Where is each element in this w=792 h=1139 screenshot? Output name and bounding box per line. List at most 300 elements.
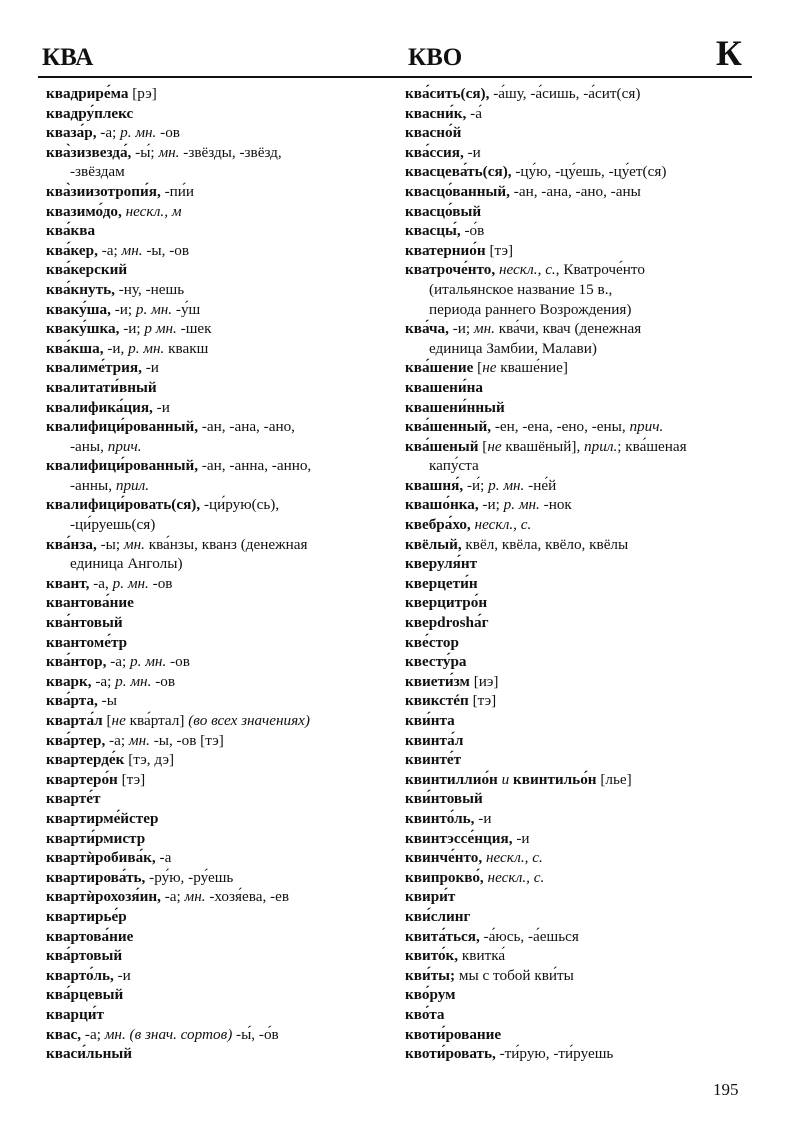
entry-line (405, 750, 755, 770)
dictionary-entry (46, 358, 398, 378)
headword: кваку́шка, (46, 320, 120, 338)
entry-line (46, 946, 398, 966)
headword: ква́ртовый (46, 947, 123, 965)
dictionary-entry (405, 476, 755, 496)
dictionary-entry (46, 84, 398, 104)
entry-text: -не́й (524, 476, 557, 494)
grammar-label: мн. (158, 143, 180, 161)
dictionary-entry (405, 123, 755, 143)
entry-line (46, 1044, 398, 1064)
entry-line (46, 378, 398, 398)
headword: квита́ться, (405, 927, 480, 945)
entry-text: -а; (105, 731, 129, 749)
entry-text: ква́ртал] (125, 712, 189, 729)
headword: ква́керский (46, 261, 128, 279)
headword: квёлый, (405, 535, 462, 553)
headword: кви́нтовый (405, 790, 483, 808)
dictionary-entry (46, 633, 398, 653)
dictionary-entry (46, 789, 398, 809)
entry-line (46, 868, 398, 888)
headword: ква́кнуть, (46, 280, 115, 298)
left-column (46, 84, 398, 1064)
entry-text: ква́чи, квач (денежная (494, 320, 642, 338)
headword: квалифици́рованный, (46, 457, 199, 475)
headword: квинтэссе́нция, (405, 829, 513, 847)
entry-text: -ы, -ов [тэ] (149, 731, 224, 749)
entry-line (405, 633, 755, 653)
grammar-label: нескл., м (125, 202, 182, 220)
headword: кви́ты; (405, 966, 456, 984)
entry-continuation-line (46, 437, 398, 457)
headword: квинче́нто, (405, 849, 483, 867)
headword: квант, (46, 574, 90, 592)
entry-text: ; ква́шеная (617, 437, 687, 455)
entry-line (46, 202, 398, 222)
entry-text: -а; (91, 672, 116, 690)
headword: кви́слинг (405, 907, 471, 925)
headword: квас, (46, 1025, 82, 1043)
headword: квадру́плекс (46, 104, 134, 122)
dictionary-entry (405, 398, 755, 418)
headword: кверцитро́н (405, 594, 488, 612)
entry-text: -ы, -ов (142, 241, 190, 259)
dictionary-entry (405, 319, 755, 358)
headword: квебра́хо, (405, 516, 471, 534)
entry-continuation-line (46, 515, 398, 535)
entry-line (405, 476, 755, 496)
entry-line (405, 221, 755, 241)
entry-line (46, 319, 398, 339)
entry-line (405, 260, 755, 280)
entry-line (405, 789, 755, 809)
entry-line (405, 848, 755, 868)
headword: квасцо́ванный, (405, 182, 510, 200)
grammar-label: прил. (115, 476, 150, 494)
entry-line (405, 829, 755, 849)
dictionary-entry (405, 966, 755, 986)
entry-line (46, 1025, 398, 1045)
entry-text: -а́шу, -а́сишь, -а́сит(ся) (489, 85, 641, 102)
grammar-label: не (482, 359, 497, 377)
entry-text: -аны, (70, 437, 108, 455)
left-guide-word: КВА (42, 44, 94, 71)
entry-text: -и (141, 359, 159, 377)
entry-text: -ан, -анна, -анно, (198, 457, 312, 475)
headword: квикстéп (405, 692, 469, 710)
dictionary-entry (405, 495, 755, 515)
page-number: 195 (713, 1080, 739, 1099)
headword: ква́нтовый (46, 614, 123, 632)
entry-text: -ы́, -о́в (232, 1025, 279, 1043)
entry-text: -анны, (70, 476, 116, 494)
entry-text: [иэ] (469, 672, 499, 690)
headword: квалиме́трия, (46, 359, 142, 377)
grammar-label: прил. (584, 437, 618, 455)
dictionary-entry (405, 417, 755, 437)
entry-text: кваше́ние] (496, 359, 568, 377)
grammar-label: нескл., с. (485, 849, 543, 867)
dictionary-entry (46, 535, 398, 574)
entry-text: единица Замбии, Малави) (429, 339, 597, 357)
entry-text: -звёздам (70, 163, 125, 181)
headword: квантова́ние (46, 594, 134, 612)
headword: квартирме́йстер (46, 809, 159, 827)
headword: ква́ква (46, 222, 96, 240)
headword: ква́нза, (46, 535, 97, 553)
dictionary-entry (46, 182, 398, 202)
dictionary-entry (405, 691, 755, 711)
entry-line (405, 398, 755, 418)
entry-text: -ы́; (131, 143, 159, 161)
entry-text: -и (113, 966, 131, 984)
headword: квадрире́ма (46, 85, 129, 102)
entry-line (46, 652, 398, 672)
entry-line (46, 84, 398, 104)
headword: кватроче́нто, (405, 261, 496, 279)
entry-line (46, 848, 398, 868)
entry-text: -ы; (96, 535, 124, 553)
entry-continuation-line (405, 456, 755, 476)
entry-text: -пи́и (160, 182, 195, 200)
headword: квазимо́до, (46, 202, 122, 220)
entry-text: -о́в (460, 222, 485, 240)
dictionary-entry (46, 907, 398, 927)
entry-text: периода раннего Возрождения) (429, 300, 632, 318)
headword: ква́нтор, (46, 653, 107, 671)
headword: квартѝробива́к, (46, 849, 156, 867)
dictionary-entry (46, 868, 398, 888)
entry-line (46, 809, 398, 829)
entry-text: [тэ] (485, 241, 514, 259)
entry-line (405, 946, 755, 966)
entry-text: [тэ] (468, 692, 497, 710)
dictionary-entry (405, 143, 755, 163)
entry-text: -ы (97, 692, 117, 710)
entry-line (405, 691, 755, 711)
headword: кварто́ль, (46, 966, 114, 984)
entry-line (46, 672, 398, 692)
headword: ква̀зизвезда́, (46, 143, 132, 161)
grammar-label: мн. (121, 241, 143, 259)
dictionary-entry (405, 633, 755, 653)
grammar-label: нескл., с. (498, 261, 556, 279)
dictionary-entry (46, 241, 398, 261)
headword: квартеро́н (46, 770, 118, 788)
entry-line (46, 1005, 398, 1025)
entry-line (46, 927, 398, 947)
dictionary-entry (405, 104, 755, 124)
entry-continuation-line (405, 280, 755, 300)
dictionary-entry (46, 378, 398, 398)
dictionary-entry (405, 672, 755, 692)
grammar-label: не (487, 437, 502, 455)
headword: ква́ртер, (46, 731, 106, 749)
dictionary-entry (46, 123, 398, 143)
entry-text: -а́юсь, -а́ешься (479, 927, 579, 945)
headword: квинтильо́н (513, 770, 597, 788)
headword: ква́сить(ся), (405, 85, 490, 102)
headword: квасцо́вый (405, 202, 482, 220)
entry-line (46, 613, 398, 633)
dictionary-entry (46, 848, 398, 868)
entry-line (405, 1005, 755, 1025)
dictionary-entry (405, 162, 755, 182)
dictionary-entry (405, 1025, 755, 1045)
entry-text: -ан, -ана, -ано, (198, 418, 295, 436)
entry-line (46, 829, 398, 849)
entry-text: -а́ (466, 104, 482, 122)
headword: квашо́нка, (405, 496, 479, 514)
grammar-label: р мн. (144, 320, 177, 338)
entry-line (46, 593, 398, 613)
entry-line (46, 417, 398, 437)
entry-line (46, 398, 398, 418)
entry-line (46, 574, 398, 594)
entry-text: -и; (119, 320, 145, 338)
headword: квантоме́тр (46, 633, 128, 651)
dictionary-entry (46, 750, 398, 770)
entry-line (46, 182, 398, 202)
headword: квашня́, (405, 476, 464, 494)
entry-line (405, 1044, 755, 1064)
headword: ква́шенный, (405, 418, 492, 436)
headword: ква́кер, (46, 241, 98, 259)
entry-text: -у́ш (172, 300, 201, 318)
grammar-label: прич. (107, 437, 142, 455)
grammar-label: р. мн. (488, 476, 525, 494)
page-header (38, 33, 752, 78)
dictionary-entry (405, 1044, 755, 1064)
grammar-label: (в знач. сортов) (129, 1025, 233, 1043)
dictionary-entry (405, 358, 755, 378)
entry-line (405, 437, 755, 457)
right-column (405, 84, 755, 1064)
headword: квасцева́ть(ся), (405, 163, 512, 181)
dictionary-entry (46, 711, 398, 731)
entry-line (405, 809, 755, 829)
dictionary-entry (405, 907, 755, 927)
entry-line (46, 887, 398, 907)
dictionary-entry (46, 613, 398, 633)
headword: квасно́й (405, 124, 462, 142)
entry-line (405, 927, 755, 947)
dictionary-entry (46, 593, 398, 613)
headword: квиети́зм (405, 672, 470, 690)
entry-text: -а, (89, 574, 113, 592)
dictionary-entry (405, 535, 755, 555)
entry-line (46, 123, 398, 143)
grammar-label: и (501, 770, 510, 788)
dictionary-entry (46, 495, 398, 534)
headword: квашени́нный (405, 398, 505, 416)
entry-line (405, 202, 755, 222)
entry-continuation-line (46, 554, 398, 574)
grammar-label: нескл., с. (487, 868, 545, 886)
headword: квасни́к, (405, 104, 467, 122)
headword: квоти́рование (405, 1025, 502, 1043)
dictionary-entry (405, 182, 755, 202)
section-letter: К (715, 33, 742, 73)
headword: кварти́рмистр (46, 829, 146, 847)
entry-line (405, 652, 755, 672)
entry-line (405, 241, 755, 261)
entry-line (46, 985, 398, 1005)
entry-text: -ен, -ена, -ено, -ены, (491, 418, 630, 436)
headword: кверуля́нт (405, 555, 478, 573)
entry-text: -и (152, 398, 170, 416)
grammar-label: р. мн. (128, 339, 165, 357)
dictionary-entry (405, 829, 755, 849)
headword: квартѝрохозя́ин, (46, 888, 161, 906)
headword: квалитати́вный (46, 378, 157, 396)
entry-text: [ (102, 712, 112, 729)
entry-line (405, 711, 755, 731)
entry-text: -звёзды, -звёзд, (179, 143, 282, 161)
entry-line (405, 1025, 755, 1045)
entry-line (46, 456, 398, 476)
entry-text: [тэ] (117, 770, 146, 788)
entry-line (405, 907, 755, 927)
entry-text: -ов (148, 574, 173, 592)
entry-text: -ов (166, 653, 190, 671)
grammar-label: мн. (184, 888, 206, 906)
entry-text: -и (463, 143, 481, 161)
headword: ква́рта, (46, 692, 98, 710)
dictionary-entry (405, 711, 755, 731)
entry-text: (итальянское название 15 в., (429, 280, 613, 298)
headword: квалифици́рованный, (46, 418, 199, 436)
entry-line (46, 966, 398, 986)
headword: квалифици́ровать(ся), (46, 496, 201, 514)
entry-line (46, 789, 398, 809)
grammar-label: р. мн. (120, 124, 157, 142)
entry-line (405, 672, 755, 692)
headword: кваку́ша, (46, 300, 111, 318)
dictionary-entry (405, 84, 755, 104)
entry-line (405, 104, 755, 124)
dictionary-entry (405, 868, 755, 888)
dictionary-entry (405, 260, 755, 319)
headword: кво́та (405, 1005, 445, 1023)
dictionary-entry (46, 927, 398, 947)
headword: квартова́ние (46, 927, 134, 945)
dictionary-entry (46, 731, 398, 751)
headword: квесту́ра (405, 653, 467, 671)
entry-line (46, 495, 398, 515)
dictionary-entry (46, 574, 398, 594)
headword: кварта́л (46, 712, 103, 729)
entry-line (46, 535, 398, 555)
entry-text: квёл, квёла, квёло, квёлы (461, 535, 629, 553)
entry-line (405, 613, 755, 633)
entry-continuation-line (46, 476, 398, 496)
entry-line (46, 300, 398, 320)
entry-line (405, 495, 755, 515)
dictionary-entry (405, 202, 755, 222)
dictionary-entry (405, 789, 755, 809)
headword: кве́стор (405, 633, 459, 651)
entry-text: -ти́рую, -ти́руешь (495, 1045, 614, 1063)
entry-text: -и, (103, 339, 129, 357)
headword: квинте́т (405, 751, 462, 769)
headword: кверdroshа́г (405, 614, 489, 632)
dictionary-entry (46, 202, 398, 222)
dictionary-entry (46, 280, 398, 300)
entry-continuation-line (405, 300, 755, 320)
entry-text: -а (155, 849, 172, 867)
entry-text: квитка́ (458, 947, 506, 965)
grammar-label: мн. (128, 731, 150, 749)
entry-line (405, 868, 755, 888)
entry-line (405, 417, 755, 437)
dictionary-entry (46, 946, 398, 966)
headword: кваси́льный (46, 1045, 132, 1063)
grammar-label: прич. (629, 418, 664, 436)
entry-line (405, 593, 755, 613)
entry-text: -и (512, 829, 530, 847)
dictionary-entry (46, 672, 398, 692)
entry-line (46, 104, 398, 124)
headword: квартерде́к (46, 751, 125, 769)
entry-line (46, 358, 398, 378)
entry-text: квакш (164, 339, 209, 357)
dictionary-entry (46, 300, 398, 320)
dictionary-entry (46, 143, 398, 182)
entry-text: -ци́рую(сь), (200, 496, 280, 514)
headword: кварк, (46, 672, 92, 690)
entry-text: -ци́руешь(ся) (70, 516, 156, 534)
entry-text: капу́ста (429, 457, 479, 475)
entry-text: [рэ] (128, 85, 157, 102)
entry-text: единица Анголы) (70, 555, 183, 573)
grammar-label: р. мн. (135, 300, 173, 318)
grammar-label: р. мн. (115, 672, 152, 690)
entry-line (405, 985, 755, 1005)
grammar-label: не (111, 712, 126, 729)
dictionary-entry (405, 731, 755, 751)
entry-line (405, 319, 755, 339)
entry-line (405, 84, 755, 104)
dictionary-entry (46, 1044, 398, 1064)
entry-line (405, 515, 755, 535)
grammar-label: мн. (473, 320, 495, 338)
dictionary-entry (46, 652, 398, 672)
headword: кваза́р, (46, 124, 97, 142)
entry-line (46, 221, 398, 241)
dictionary-entry (405, 848, 755, 868)
dictionary-entry (46, 319, 398, 339)
dictionary-entry (46, 770, 398, 790)
entry-text: , Кватроче́нто (555, 261, 645, 279)
entry-text: -хозя́ева, -ев (205, 888, 290, 906)
entry-line (46, 770, 398, 790)
dictionary-entry (405, 809, 755, 829)
dictionary-entry (46, 1025, 398, 1045)
entry-text: -и; (110, 300, 136, 318)
headword: квасцы́, (405, 222, 461, 240)
dictionary-entry (46, 398, 398, 418)
entry-text: -шек (176, 320, 212, 338)
dictionary-entry (405, 652, 755, 672)
dictionary-entry (405, 985, 755, 1005)
entry-line (46, 907, 398, 927)
entry-text: -а; (96, 124, 121, 142)
entry-text: -ру́ю, -ру́ешь (145, 868, 234, 886)
dictionary-entry (46, 417, 398, 456)
entry-line (46, 143, 398, 163)
dictionary-entry (405, 554, 755, 574)
dictionary-entry (46, 260, 398, 280)
